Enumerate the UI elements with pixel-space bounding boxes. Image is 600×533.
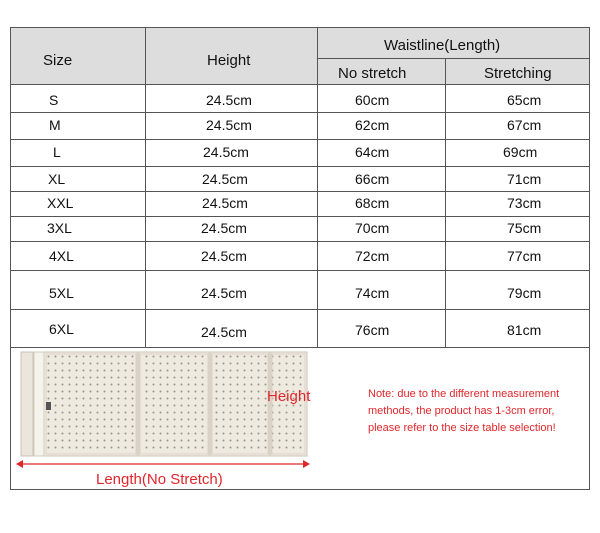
cell-no-stretch: 70cm [355, 220, 390, 236]
header-stretching: Stretching [484, 65, 552, 82]
cell-height: 24.5cm [201, 248, 247, 264]
cell-no-stretch: 64cm [355, 144, 390, 160]
cell-size: M [49, 117, 61, 133]
cell-stretching: 71cm [507, 171, 542, 187]
height-label: Height [267, 388, 311, 405]
cell-no-stretch: 62cm [355, 117, 390, 133]
grid-line [11, 309, 589, 310]
cell-size: XL [48, 171, 66, 187]
cell-height: 24.5cm [201, 220, 247, 236]
grid-line [11, 166, 589, 167]
cell-height: 24.5cm [201, 324, 247, 340]
grid-line [11, 139, 589, 140]
cell-height: 24.5cm [206, 92, 252, 108]
grid-line [317, 28, 318, 347]
cell-height: 24.5cm [206, 117, 252, 133]
grid-line [11, 191, 589, 192]
header-waistline: Waistline(Length) [384, 37, 501, 54]
measurement-note: Note: due to the different measurement methods, the product has 1-3cm error, please refer to the size table selection! [368, 388, 560, 434]
waist-trainer-image [10, 346, 310, 470]
cell-size: 4XL [49, 248, 74, 264]
cell-height: 24.5cm [202, 195, 248, 211]
length-label: Length(No Stretch) [96, 471, 223, 488]
cell-stretching: 75cm [507, 220, 542, 236]
cell-height: 24.5cm [201, 285, 247, 301]
cell-stretching: 65cm [507, 92, 542, 108]
cell-no-stretch: 66cm [355, 171, 390, 187]
cell-height: 24.5cm [202, 171, 248, 187]
grid-line [11, 216, 589, 217]
cell-size: S [49, 92, 59, 108]
cell-no-stretch: 76cm [355, 322, 390, 338]
cell-size: L [53, 144, 61, 160]
cell-size: 5XL [49, 285, 74, 301]
cell-height: 24.5cm [203, 144, 249, 160]
cell-stretching: 67cm [507, 117, 542, 133]
cell-stretching: 77cm [507, 248, 542, 264]
cell-stretching: 79cm [507, 285, 542, 301]
header-no-stretch: No stretch [338, 65, 407, 82]
cell-no-stretch: 72cm [355, 248, 390, 264]
cell-no-stretch: 74cm [355, 285, 390, 301]
grid-line [11, 84, 589, 85]
grid-line [145, 28, 146, 347]
cell-stretching: 69cm [503, 144, 538, 160]
grid-line [317, 58, 589, 59]
grid-line [445, 58, 446, 347]
cell-size: 3XL [47, 220, 72, 236]
cell-size: XXL [47, 195, 74, 211]
cell-no-stretch: 68cm [355, 195, 390, 211]
grid-line [11, 241, 589, 242]
grid-line [11, 270, 589, 271]
product-diagram [10, 346, 310, 470]
header-size: Size [43, 52, 73, 69]
cell-no-stretch: 60cm [355, 92, 390, 108]
grid-line [11, 112, 589, 113]
cell-stretching: 81cm [507, 322, 542, 338]
cell-stretching: 73cm [507, 195, 542, 211]
cell-size: 6XL [49, 321, 74, 337]
header-height: Height [207, 52, 251, 69]
